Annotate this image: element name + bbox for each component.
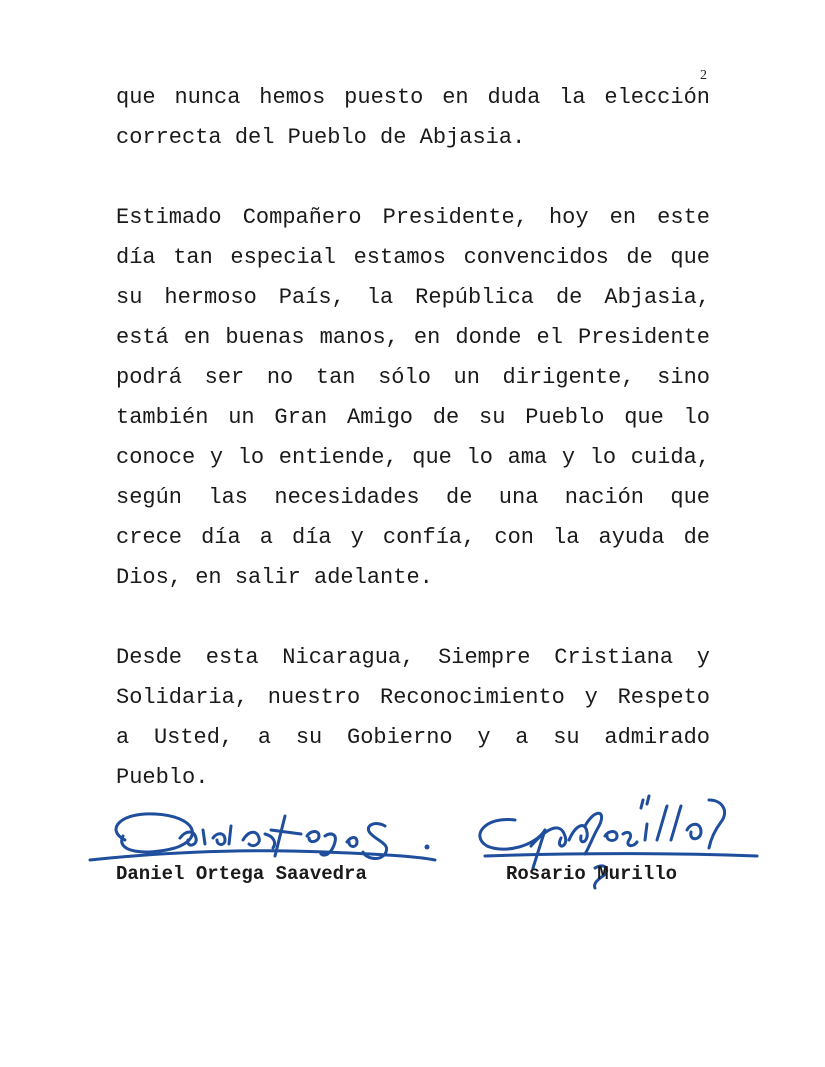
paragraph-1: que nunca hemos puesto en duda la elección correcta del Pueblo de Abjasia.: [116, 85, 710, 150]
signature-block: [0, 790, 825, 900]
paragraph-2: Estimado Compañero Presidente, hoy en este día tan especial estamos convencidos de que su hermoso País, la República de Abjasia, está en buenas manos, en donde el Presidente podrá ser no tan sólo un dirigente, sino también un Gran Amigo de su Pueblo que lo conoce y lo entiende, que lo ama y lo cuida, según las necesidades de una nación que crece día a día y confía, con la ayuda de Dios, en salir adelante.: [116, 205, 710, 590]
paragraph-3: Desde esta Nicaragua, Siempre Cristiana y Solidaria, nuestro Reconocimiento y Respeto a Usted, a su Gobierno y a su admirado Pueblo.: [116, 645, 710, 790]
letter-body: [116, 78, 710, 838]
page-number: 2: [700, 68, 707, 83]
signatory-name-daniel-ortega: Daniel Ortega Saavedra: [116, 863, 367, 885]
signatory-name-rosario-murillo: Rosario Murillo: [506, 863, 678, 885]
